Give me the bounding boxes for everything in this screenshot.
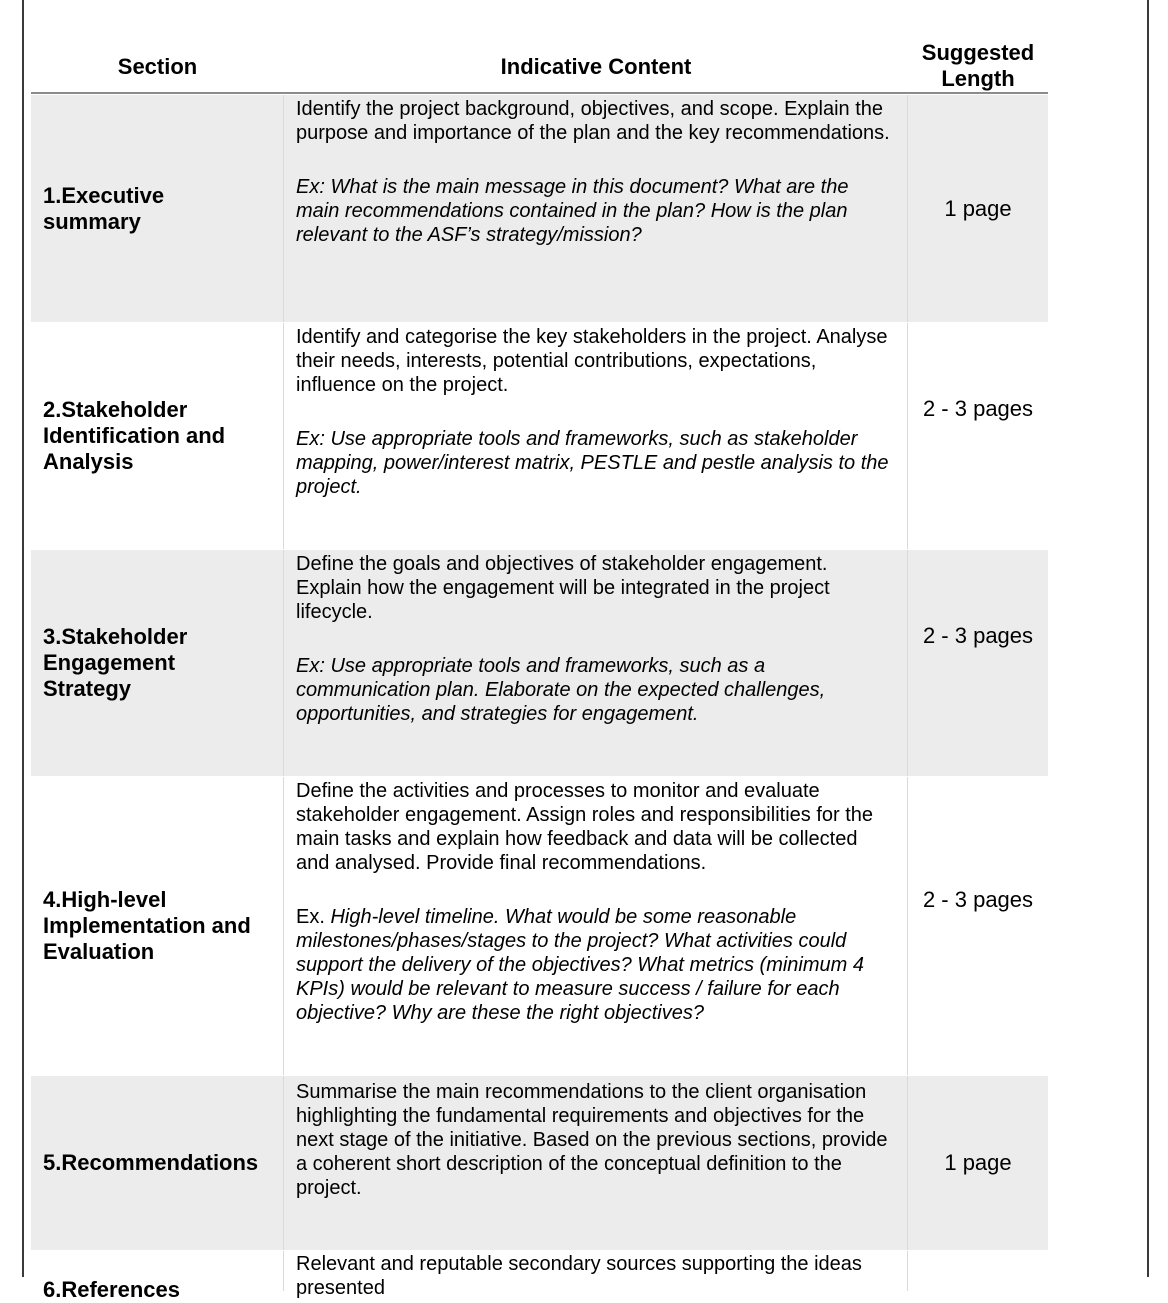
length-cell: 2 - 3 pages: [922, 887, 1034, 912]
content-description: Summarise the main recommendations to the client organisation highlighting the fundamental requirements and objectives for the next stage of the initiative. Based on the previous sections, provide a coherent short description of the conceptual definition to the project.: [296, 1081, 888, 1199]
table-row-references: [31, 1250, 1048, 1302]
page-right-border: [1147, 0, 1149, 1277]
length-cell: 2 - 3 pages: [922, 623, 1034, 648]
report-structure-table: [31, 0, 1048, 1302]
table-row-implementation-evaluation: [31, 776, 1048, 1075]
content-cell: [284, 95, 908, 322]
content-description: Define the activities and processes to monitor and evaluate stakeholder engagement. Assign roles and responsibilities for the main tasks and explain how feedback and data will be collected and analysed. Provide final recommendations.: [296, 780, 874, 874]
content-description: Identify the project background, objectives, and scope. Explain the purpose and importance of the plan and the key recommendations.: [296, 98, 890, 144]
content-description: Relevant and reputable secondary sources supporting the ideas presented: [296, 1253, 862, 1299]
table-row-stakeholder-engagement: [31, 549, 1048, 776]
content-example: High-level timeline. What would be some reasonable milestones/phases/stages to the project? What activities could support the delivery of the objectives? What metrics (minimum 4 KPIs) would be relevant to measure success / failure for each objective? Why are these the right objectives?: [296, 906, 864, 1024]
table-header-row: [31, 0, 1048, 94]
section-title: 1.Executive summary: [43, 182, 165, 234]
content-example-block: [296, 905, 895, 1025]
section-cell: [31, 323, 284, 549]
section-title: 5.Recommendations: [43, 1150, 259, 1175]
section-cell: [31, 550, 284, 776]
section-title: 4.High-level Implementation and Evaluation: [43, 887, 251, 964]
content-cell: [284, 1251, 908, 1299]
section-cell: [31, 777, 284, 1075]
section-title: 3.Stakeholder Engagement Strategy: [43, 624, 188, 701]
header-suggested-length: [908, 40, 1048, 92]
content-description: Identify and categorise the key stakeholders in the project. Analyse their needs, interests, potential contributions, expectations, influence on the project.: [296, 326, 888, 396]
header-section: Section: [117, 54, 198, 79]
section-cell: [31, 1251, 284, 1302]
content-cell: [284, 777, 908, 1075]
content-example-prefix: Ex.: [296, 906, 331, 928]
header-length-line2: Length: [941, 66, 1015, 91]
section-cell: [31, 95, 284, 322]
content-example: Ex: Use appropriate tools and frameworks, such as stakeholder mapping, power/interest matrix, PESTLE and pestle analysis to the project.: [296, 428, 889, 498]
content-cell: [284, 323, 908, 549]
length-cell: 2 - 3 pages: [922, 396, 1034, 421]
content-example: Ex: What is the main message in this document? What are the main recommendations contained in the plan? How is the plan relevant to the ASF’s strategy/mission?: [296, 176, 849, 246]
content-description: Define the goals and objectives of stakeholder engagement. Explain how the engagement will be integrated in the project lifecycle.: [296, 553, 830, 623]
section-title: 6.References: [43, 1277, 180, 1302]
length-cell: [908, 1251, 1048, 1291]
table-row-executive-summary: [31, 94, 1048, 322]
length-cell: 1 page: [944, 196, 1012, 221]
section-cell: [31, 1076, 284, 1250]
page-left-border: [22, 0, 24, 1277]
content-cell: [284, 1076, 908, 1250]
table-row-recommendations: [31, 1075, 1048, 1250]
header-indicative-content: Indicative Content: [500, 54, 692, 79]
table-row-stakeholder-identification: [31, 322, 1048, 549]
content-example: Ex: Use appropriate tools and frameworks, such as a communication plan. Elaborate on the expected challenges, opportunities, and strategies for engagement.: [296, 655, 826, 725]
section-title: 2.Stakeholder Identification and Analysis: [43, 397, 226, 474]
header-length-line1: Suggested: [921, 40, 1035, 65]
content-cell: [284, 550, 908, 776]
length-cell: 1 page: [944, 1150, 1012, 1175]
